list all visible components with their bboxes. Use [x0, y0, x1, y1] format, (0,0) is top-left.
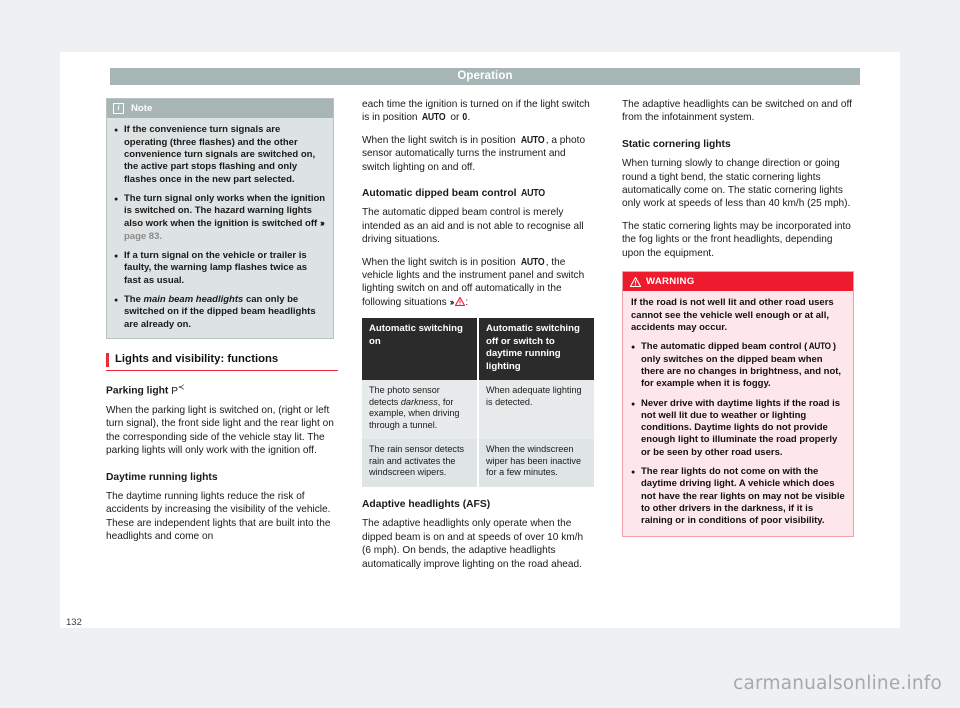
switching-modes-table: [362, 318, 594, 487]
adaptive-headlights-heading: Adaptive headlights (AFS): [362, 499, 491, 511]
note-bullet-3: ● If a turn signal on the vehicle or trailer is faulty, the warning lamp flashes twice as fast as usual.: [114, 250, 326, 287]
auto-dipped-heading: [362, 187, 594, 200]
auto-dipped-body-2-post: , the vehicle lights and the instrument panel and switch lighting switch on and off automatically in the following situations: [362, 256, 585, 308]
middle-continuation-mid: or: [450, 112, 460, 124]
xref-arrows-icon: ›››: [319, 218, 323, 229]
auto-dipped-body-2: [362, 256, 594, 310]
section-header-wrap: [106, 353, 338, 371]
warning-intro: If the road is not well lit and other road users cannot see the vehicle well enough or at all, accidents may occur.: [631, 297, 834, 334]
parking-light-block: [106, 380, 338, 457]
table-header-row: [362, 318, 594, 380]
column-middle: [362, 98, 594, 571]
xref-arrows-icon-2: ›››: [449, 296, 453, 307]
note-box: [106, 98, 334, 339]
warning-bullet-3: ● The rear lights do not come on with the daytime driving light. A vehicle which does not have the rear lights on may not be visible to other drivers in the darkness, if it is raining or in conditions of poor visibility.: [631, 466, 845, 527]
auto-token-warning: AUTO: [809, 341, 832, 353]
note-bullet-4: ● The main beam headlights can only be switched on if the dipped beam headlights are already on.: [114, 294, 326, 331]
middle-continuation-end: .: [467, 112, 471, 124]
auto-token-heading: AUTO: [521, 188, 546, 200]
cell-1-post: , for example, when driving through a tunnel.: [369, 396, 460, 430]
auto-dipped-body-2-end: :: [465, 296, 469, 308]
table-row: [362, 439, 594, 487]
auto-dipped-body-1: The automatic dipped beam control is merely intended as an aid and is not able to recognise all driving situations.: [362, 207, 584, 246]
page-number: 132: [66, 617, 82, 628]
warning-box-header: [623, 272, 853, 291]
column-left: [106, 98, 338, 544]
warning-bullet-1: [631, 341, 845, 390]
cell-1-italic: darkness: [400, 396, 438, 407]
warning-box-title: WARNING: [646, 276, 695, 288]
parking-light-heading: [106, 380, 338, 398]
static-cornering-body-1: When turning slowly to change direction or going round a tight bend, the static cornering lights automatically come on. The static cornering lights only work at speeds of less than 40 km/h (25 mph).: [622, 158, 851, 210]
auto-token-2: AUTO: [520, 134, 544, 146]
warning-bullet-1-pre: The automatic dipped beam control (: [641, 341, 808, 353]
warning-bullet-1-post: ) only switches on the dipped beam when there are no changes in brightness, and not, for example when it is foggy.: [641, 341, 842, 390]
warning-bullet-2: ● Never drive with daytime lights if the road is not well lit due to weather or lighting conditions. Daytime lights do not provide enough light to illuminate the road properly or be seen by other road users.: [631, 398, 845, 459]
note-box-body: [107, 118, 333, 337]
parking-light-symbol-icon: P≺: [171, 382, 185, 397]
daytime-running-body: The daytime running lights reduce the risk of accidents by increasing the visibility of the vehicle. These are independent lights that are built into the headlights and come on: [106, 491, 331, 543]
zero-token: 0: [462, 112, 468, 124]
parking-light-heading-text: Parking light: [106, 385, 169, 397]
middle-continuation-paragraph: [362, 98, 594, 125]
table-cell-right-1: When adequate lighting is detected.: [478, 380, 594, 439]
table-cell-left-2: The rain sensor detects rain and activates the windscreen wipers.: [362, 439, 478, 487]
table-cell-left-1: [362, 380, 478, 439]
cell-1-pre: The photo sensor detects: [369, 384, 440, 407]
info-icon: i: [113, 103, 124, 114]
running-head: Operation: [110, 68, 860, 85]
warning-box-body: [623, 291, 853, 535]
note-box-title: Note: [131, 103, 153, 114]
note-bullet-2-xref[interactable]: page 83.: [124, 230, 163, 242]
warning-box: [622, 271, 854, 536]
table-row: [362, 380, 594, 439]
auto-dipped-heading-text: Automatic dipped beam control: [362, 188, 517, 200]
daytime-running-block: [106, 471, 338, 544]
note-bullet-2: [114, 193, 326, 243]
middle-continuation-text: each time the ignition is turned on if the light switch is in position: [362, 99, 590, 124]
warning-triangle-icon-inline: [455, 297, 465, 306]
note-bullet-1: ● If the convenience turn signals are operating (three flashes) and the other convenience turn signals are switched on, the active part stops flashing and only flashes once in the new part selected.: [114, 124, 326, 185]
middle-paragraph-2: [362, 134, 594, 174]
note-box-header: [107, 99, 333, 118]
middle-paragraph-2-pre: When the light switch is in position: [362, 134, 516, 146]
static-cornering-body-2: The static cornering lights may be incorporated into the fog lights or the front headlights, depending upon the equipment.: [622, 220, 851, 259]
note-bullet-2-text: The turn signal only works when the ignition is switched on. The hazard warning lights also work when the ignition is switched off: [124, 192, 326, 230]
daytime-running-heading: Daytime running lights: [106, 471, 218, 483]
column-right: [622, 98, 854, 537]
auto-token-1: AUTO: [422, 112, 446, 124]
table-header-on: Automatic switching on: [362, 318, 478, 380]
note-bullet-4-italic: main beam headlights: [143, 293, 244, 305]
auto-token-3: AUTO: [520, 256, 544, 268]
section-title: Lights and visibility: functions: [106, 353, 338, 371]
middle-paragraph-2-post: , a photo sensor automatically turns the instrument and switch lighting on and off.: [362, 134, 586, 173]
watermark: carmanualsonline.info: [733, 673, 942, 694]
table-header-off: Automatic switching off or switch to daytime running lighting: [478, 318, 594, 380]
right-intro-paragraph: The adaptive headlights can be switched on and off from the infotainment system.: [622, 99, 852, 124]
warning-triangle-icon: [630, 277, 640, 286]
parking-light-body: When the parking light is switched on, (right or left turn signal), the front side light and the rear light on the corresponding side of the vehicle stay lit. The parking lights will only work with the ignition off.: [106, 405, 334, 457]
static-cornering-heading: Static cornering lights: [622, 138, 731, 150]
auto-dipped-body-2-pre: When the light switch is in position: [362, 256, 516, 268]
adaptive-headlights-body: The adaptive headlights only operate when the dipped beam is on and at speeds of over 10 km/h (6 mph). On bends, the adaptive headlights automatically improve lighting on the road ahead.: [362, 518, 584, 570]
table-cell-right-2: When the windscreen wiper has been inactive for a few minutes.: [478, 439, 594, 487]
